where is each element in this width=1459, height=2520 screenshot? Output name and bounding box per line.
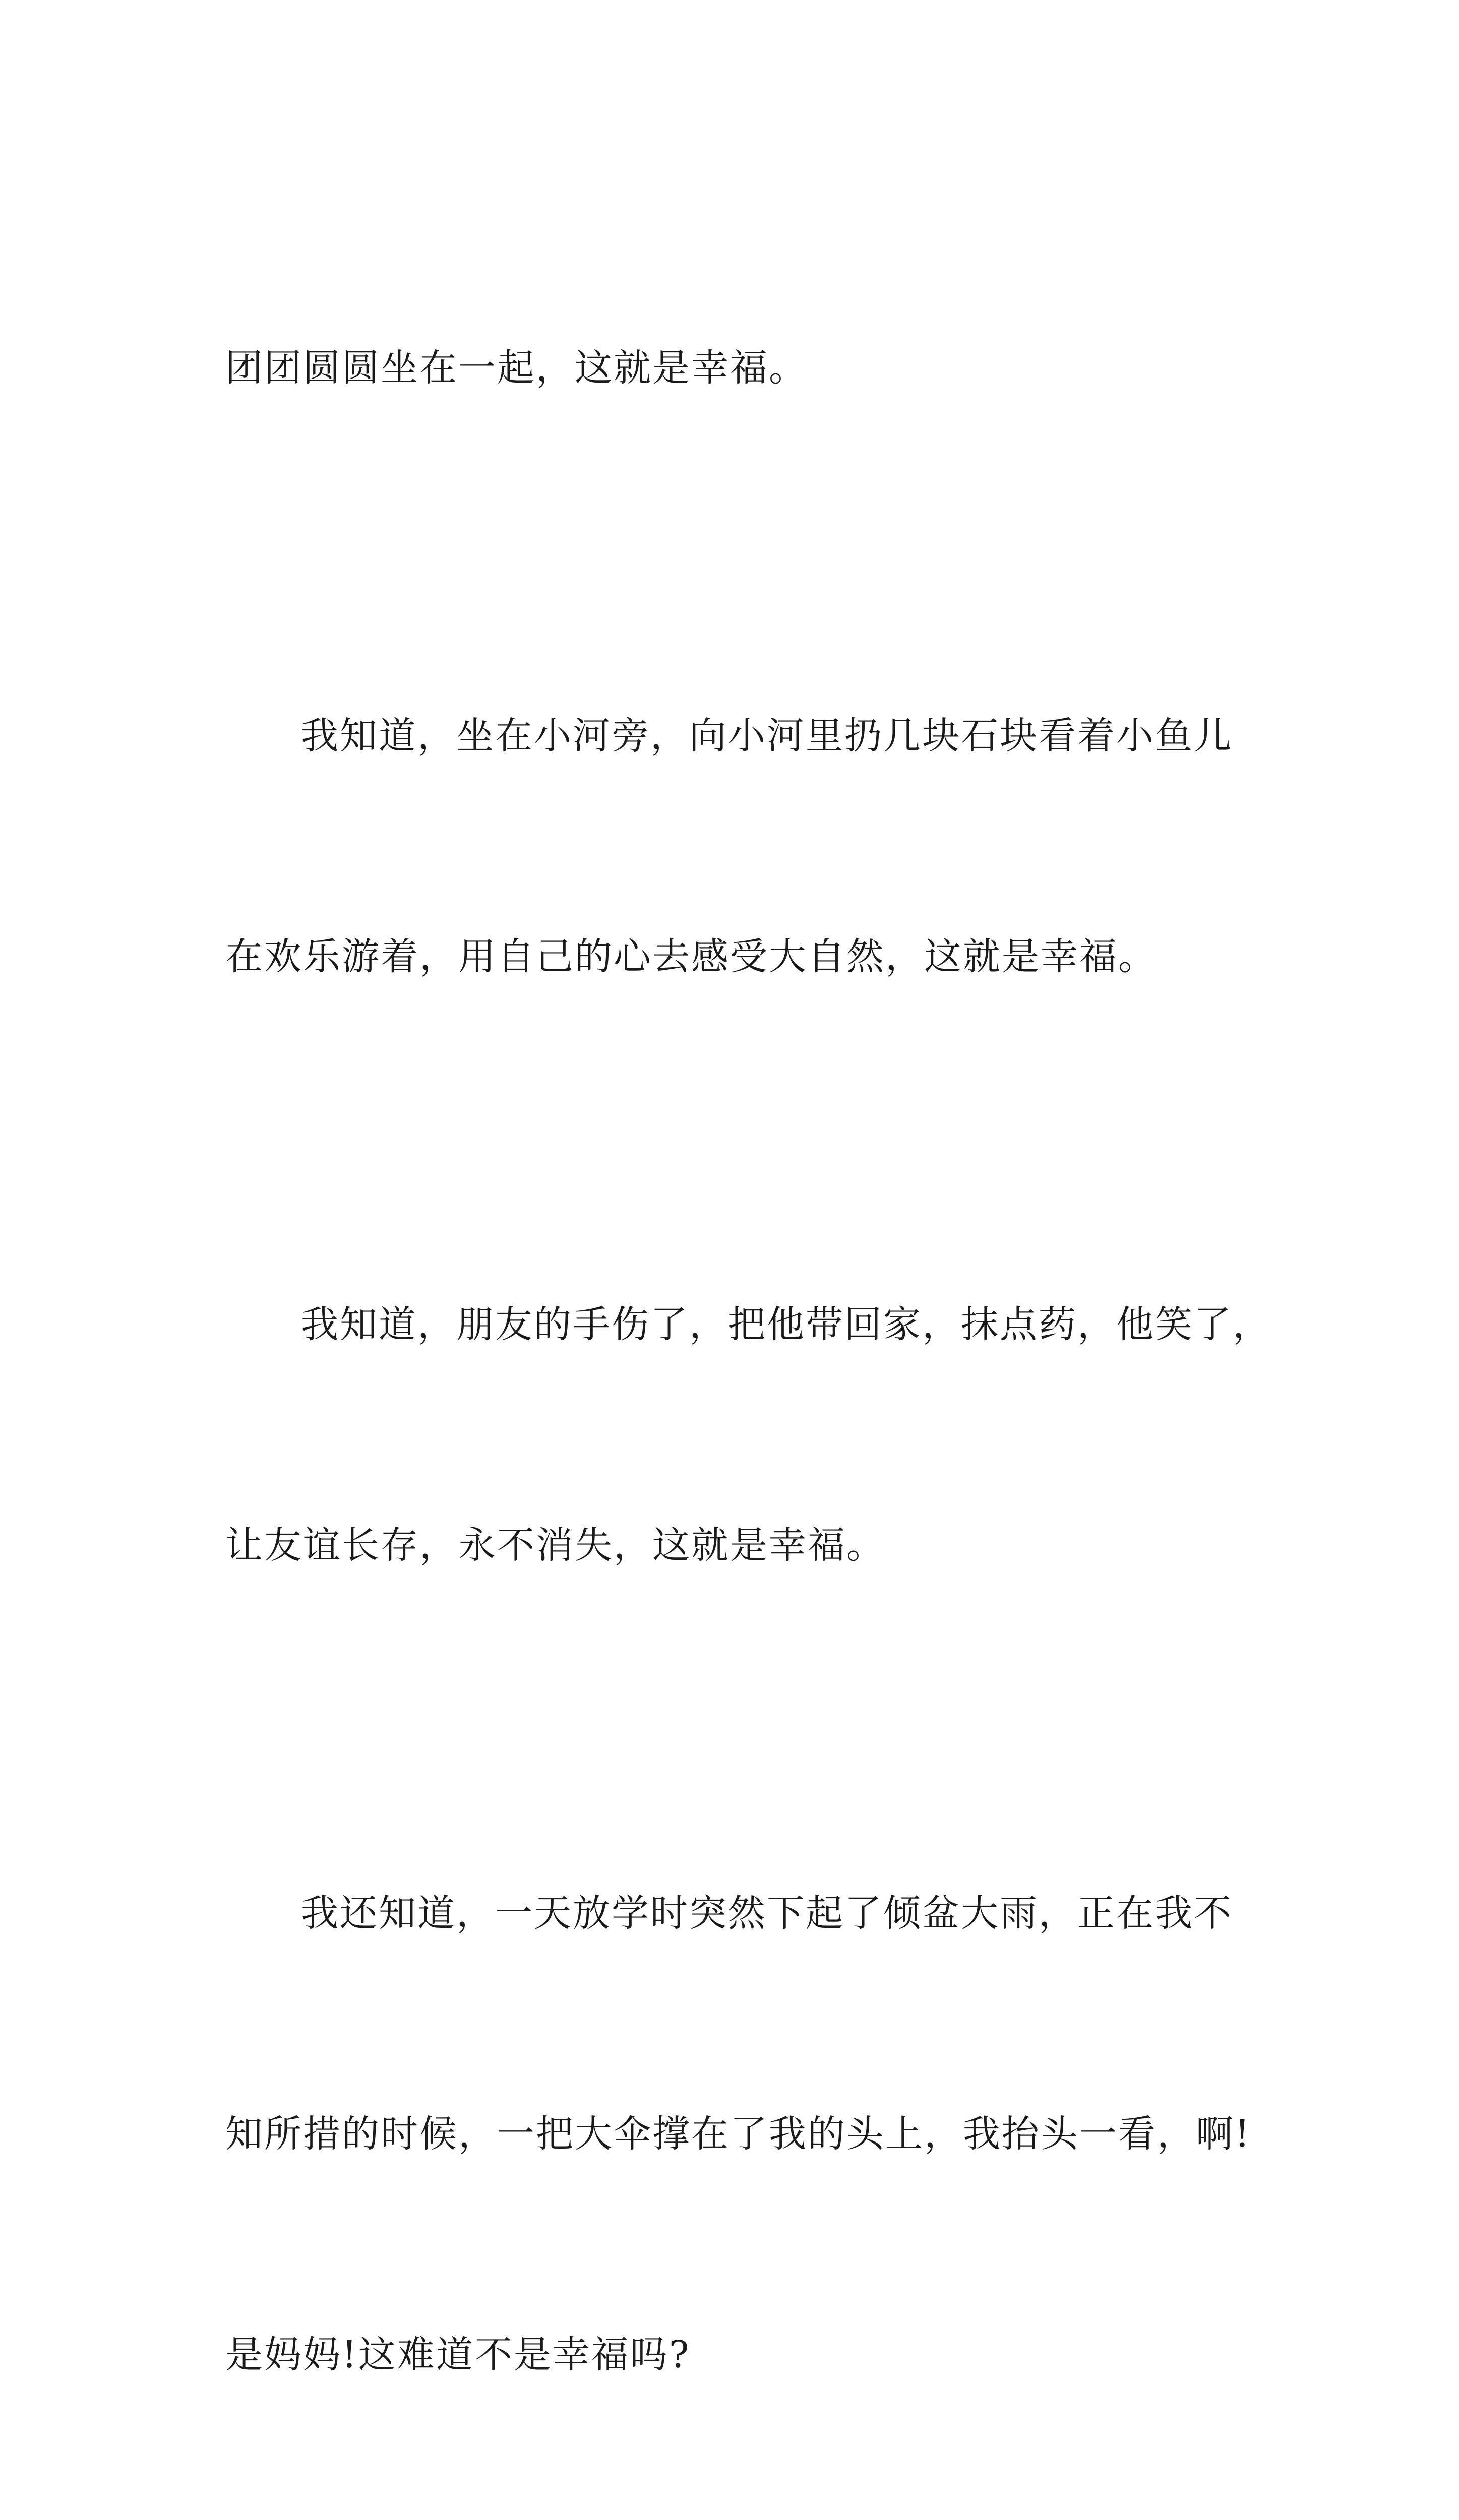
paragraph: [225, 1141, 1271, 1729]
text-line: 团团圆圆坐在一起，这就是幸福。: [225, 346, 808, 390]
paragraph: [225, 184, 1254, 552]
text-line: 知所措的时候，一把大伞撑在了我的头上，我抬头一看，啊!: [225, 2112, 1251, 2156]
paragraph: [225, 552, 1254, 1141]
text-line: 是妈妈!这难道不是幸福吗?: [225, 2333, 691, 2376]
text-line: 我知道，朋友的手伤了，把他带回家，抹点药，他笑了，: [301, 1303, 1271, 1346]
text-line: 我知道，坐在小河旁，向小河里扔几块石块看着小鱼儿: [301, 714, 1233, 758]
text-line: 在欢乐游着，用自己的心去感受大自然，这就是幸福。: [225, 935, 1157, 978]
text-line: 我还知道，一天放学时突然下起了倾盆大雨，正在我不: [301, 1892, 1233, 1935]
text-line: 让友谊长存，永不消失，这就是幸福。: [225, 1524, 885, 1567]
document-body: [225, 184, 1271, 2520]
paragraph: [225, 1729, 1254, 2520]
